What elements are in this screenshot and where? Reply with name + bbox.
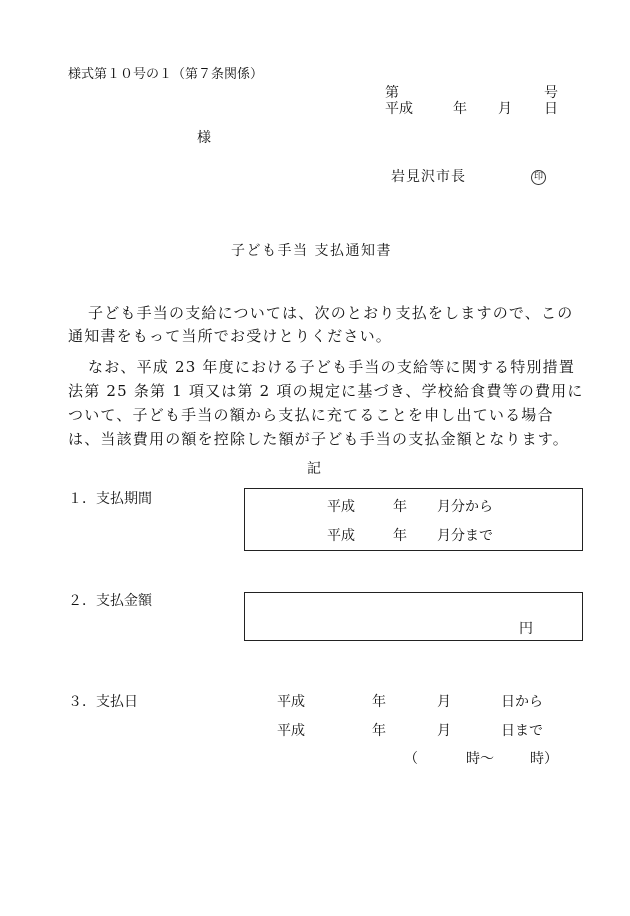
period-from-year: 年 bbox=[393, 499, 407, 515]
body-p1-line1: 子ども手当の支給については、次のとおり支払をしますので、この bbox=[88, 304, 574, 322]
pay-from-suffix: 日から bbox=[501, 694, 543, 710]
body-p2-line4: は、当該費用の額を控除した額が子ども手当の支払金額となります。 bbox=[68, 430, 570, 448]
period-from-era: 平成 bbox=[327, 499, 355, 515]
time-close: 時） bbox=[530, 751, 558, 767]
recipient-honorific: 様 bbox=[197, 130, 211, 146]
date-month-unit: 月 bbox=[498, 101, 512, 117]
pay-to-suffix: 日まで bbox=[501, 723, 543, 739]
date-era: 平成 bbox=[385, 101, 413, 117]
amount-unit: 円 bbox=[519, 621, 533, 637]
ki-heading: 記 bbox=[307, 461, 321, 477]
issuer-title: 岩見沢市長 bbox=[391, 169, 466, 185]
body-p1-line2: 通知書をもって当所でお受けとりください。 bbox=[68, 327, 393, 345]
body-p2-line2: 法第 25 条第 1 項又は第 2 項の規定に基づき、学校給食費等の費用に bbox=[68, 382, 584, 400]
form-id: 様式第１０号の１（第７条関係） bbox=[68, 67, 264, 82]
pay-to-year: 年 bbox=[372, 723, 386, 739]
time-from: 時～ bbox=[466, 751, 494, 767]
pay-to-era: 平成 bbox=[277, 723, 305, 739]
period-to-era: 平成 bbox=[327, 528, 355, 544]
amount-label: ２．支払金額 bbox=[68, 593, 152, 609]
pay-from-era: 平成 bbox=[277, 694, 305, 710]
pay-from-year: 年 bbox=[372, 694, 386, 710]
period-from-suffix: 月分から bbox=[437, 499, 493, 515]
pay-from-month: 月 bbox=[437, 694, 451, 710]
time-open-paren: （ bbox=[404, 751, 418, 767]
period-to-suffix: 月分まで bbox=[437, 528, 493, 544]
period-box bbox=[244, 488, 583, 551]
document-title: 子ども手当 支払通知書 bbox=[231, 243, 392, 259]
doc-number-prefix: 第 bbox=[385, 85, 399, 101]
date-year-unit: 年 bbox=[453, 101, 467, 117]
date-label: ３．支払日 bbox=[68, 694, 138, 710]
amount-box bbox=[244, 592, 583, 641]
seal-mark: 印 bbox=[531, 170, 546, 185]
period-label: １．支払期間 bbox=[68, 491, 152, 507]
body-p2-line3: ついて、子ども手当の額から支払に充てることを申し出ている場合 bbox=[68, 406, 554, 424]
period-to-year: 年 bbox=[393, 528, 407, 544]
pay-to-month: 月 bbox=[437, 723, 451, 739]
date-day-unit: 日 bbox=[544, 101, 558, 117]
body-p2-line1: なお、平成 23 年度における子ども手当の支給等に関する特別措置 bbox=[88, 358, 576, 376]
doc-number-suffix: 号 bbox=[544, 85, 558, 101]
